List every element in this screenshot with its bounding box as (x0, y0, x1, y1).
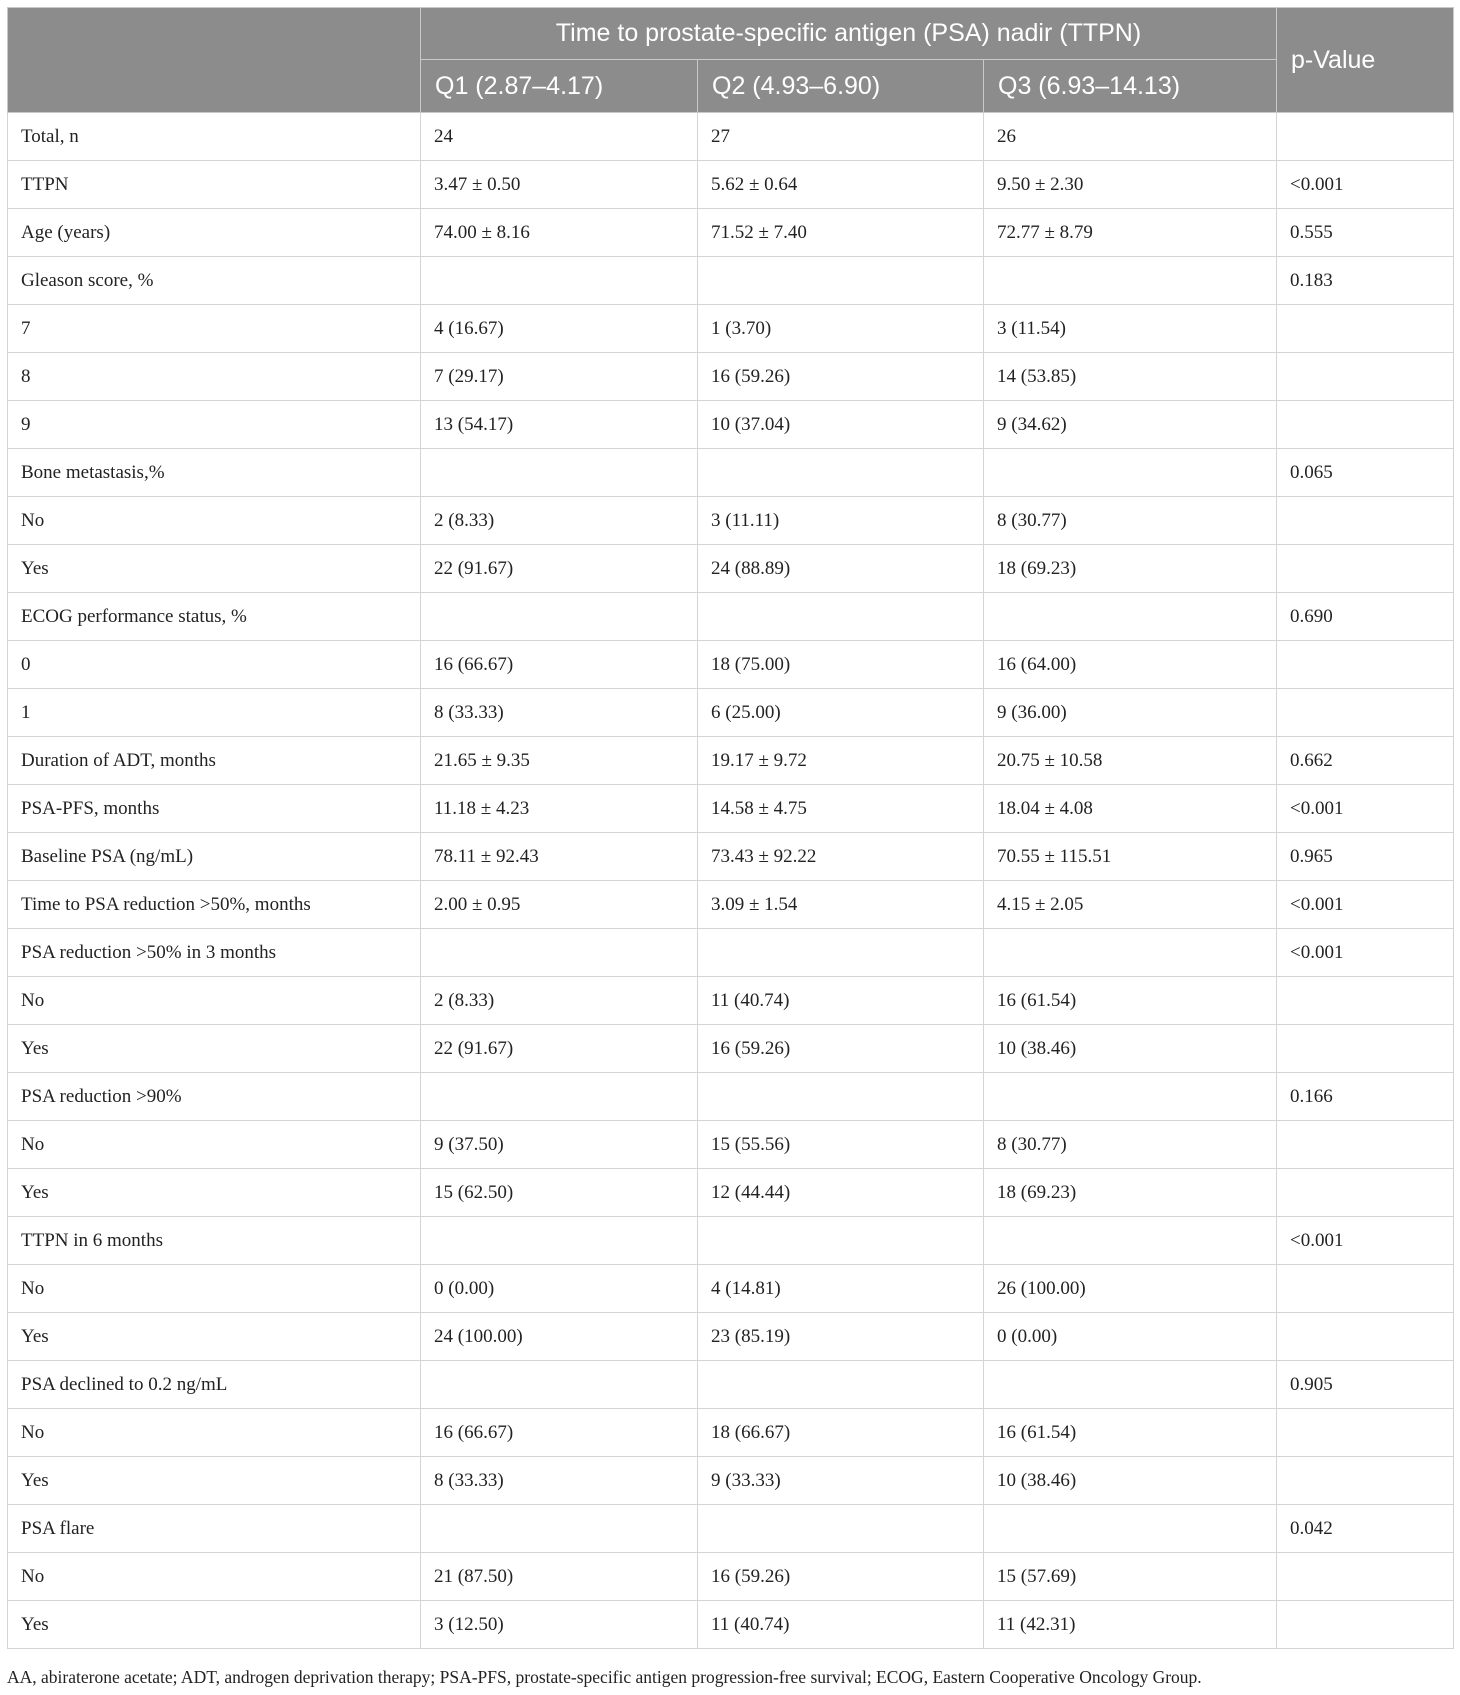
table-row (8, 785, 1454, 833)
row-label: No (8, 1553, 421, 1601)
table-row (8, 1313, 1454, 1361)
p-value: 0.183 (1277, 257, 1454, 305)
table-row (8, 1265, 1454, 1313)
row-label: Yes (8, 1169, 421, 1217)
q2-value: 1 (3.70) (698, 305, 984, 353)
q1-value (421, 449, 698, 497)
q3-value: 16 (61.54) (984, 1409, 1277, 1457)
header-blank-cell (8, 8, 421, 113)
q2-value: 14.58 ± 4.75 (698, 785, 984, 833)
q1-value: 24 (421, 113, 698, 161)
p-value: <0.001 (1277, 161, 1454, 209)
row-label: PSA reduction >50% in 3 months (8, 929, 421, 977)
table-row (8, 881, 1454, 929)
q2-value: 18 (75.00) (698, 641, 984, 689)
p-value: 0.965 (1277, 833, 1454, 881)
q3-value: 11 (42.31) (984, 1601, 1277, 1649)
row-label: 8 (8, 353, 421, 401)
table-row (8, 1217, 1454, 1265)
q2-value (698, 257, 984, 305)
q2-value: 18 (66.67) (698, 1409, 984, 1457)
p-value: 0.690 (1277, 593, 1454, 641)
q2-value: 6 (25.00) (698, 689, 984, 737)
row-label: No (8, 497, 421, 545)
q3-value (984, 257, 1277, 305)
q1-value (421, 1505, 698, 1553)
q2-value: 5.62 ± 0.64 (698, 161, 984, 209)
table-row (8, 1409, 1454, 1457)
q2-value: 23 (85.19) (698, 1313, 984, 1361)
q3-value: 20.75 ± 10.58 (984, 737, 1277, 785)
q3-value: 72.77 ± 8.79 (984, 209, 1277, 257)
table-footnote: AA, abiraterone acetate; ADT, androgen deprivation therapy; PSA-PFS, prostate-specific antigen progression-free survival; ECOG, Eastern Cooperative Oncology Group. (7, 1667, 1202, 1687)
table-row (8, 449, 1454, 497)
table-body (8, 113, 1454, 1649)
q2-value: 9 (33.33) (698, 1457, 984, 1505)
q3-value: 4.15 ± 2.05 (984, 881, 1277, 929)
q3-value (984, 1217, 1277, 1265)
row-label: Yes (8, 1457, 421, 1505)
row-label: Yes (8, 1025, 421, 1073)
ttpn-quartile-table (7, 7, 1454, 1649)
q2-value (698, 1361, 984, 1409)
row-label: PSA declined to 0.2 ng/mL (8, 1361, 421, 1409)
row-label: No (8, 977, 421, 1025)
q1-value (421, 593, 698, 641)
q1-value: 2.00 ± 0.95 (421, 881, 698, 929)
p-value: 0.166 (1277, 1073, 1454, 1121)
q1-value: 21.65 ± 9.35 (421, 737, 698, 785)
q2-value (698, 1217, 984, 1265)
q3-value: 18 (69.23) (984, 545, 1277, 593)
q3-value: 9.50 ± 2.30 (984, 161, 1277, 209)
table-row (8, 1505, 1454, 1553)
p-value: 0.042 (1277, 1505, 1454, 1553)
p-value (1277, 353, 1454, 401)
row-label: 0 (8, 641, 421, 689)
header-q2: Q2 (4.93–6.90) (698, 60, 984, 113)
p-value (1277, 1457, 1454, 1505)
q2-value: 19.17 ± 9.72 (698, 737, 984, 785)
q1-value: 11.18 ± 4.23 (421, 785, 698, 833)
p-value (1277, 497, 1454, 545)
q3-value (984, 593, 1277, 641)
p-value (1277, 401, 1454, 449)
q3-value: 9 (34.62) (984, 401, 1277, 449)
q1-value: 21 (87.50) (421, 1553, 698, 1601)
q1-value: 13 (54.17) (421, 401, 698, 449)
q1-value: 24 (100.00) (421, 1313, 698, 1361)
q2-value: 4 (14.81) (698, 1265, 984, 1313)
table-row (8, 1553, 1454, 1601)
results-table-container (7, 7, 1453, 1649)
row-label: No (8, 1121, 421, 1169)
row-label: 7 (8, 305, 421, 353)
q1-value (421, 929, 698, 977)
q1-value: 8 (33.33) (421, 1457, 698, 1505)
row-label: No (8, 1265, 421, 1313)
q3-value: 9 (36.00) (984, 689, 1277, 737)
q3-value: 16 (61.54) (984, 977, 1277, 1025)
q2-value: 73.43 ± 92.22 (698, 833, 984, 881)
q1-value: 4 (16.67) (421, 305, 698, 353)
table-row (8, 737, 1454, 785)
q3-value: 8 (30.77) (984, 497, 1277, 545)
p-value (1277, 1409, 1454, 1457)
row-label: TTPN in 6 months (8, 1217, 421, 1265)
q3-value: 14 (53.85) (984, 353, 1277, 401)
q3-value: 18 (69.23) (984, 1169, 1277, 1217)
row-label: ECOG performance status, % (8, 593, 421, 641)
p-value: <0.001 (1277, 881, 1454, 929)
table-row (8, 1121, 1454, 1169)
q2-value (698, 929, 984, 977)
row-label: Time to PSA reduction >50%, months (8, 881, 421, 929)
p-value (1277, 1265, 1454, 1313)
row-label: Yes (8, 1601, 421, 1649)
p-value (1277, 545, 1454, 593)
p-value (1277, 305, 1454, 353)
row-label: PSA flare (8, 1505, 421, 1553)
p-value: 0.905 (1277, 1361, 1454, 1409)
table-row (8, 401, 1454, 449)
p-value (1277, 1601, 1454, 1649)
q1-value (421, 1073, 698, 1121)
q1-value: 3.47 ± 0.50 (421, 161, 698, 209)
p-value: 0.555 (1277, 209, 1454, 257)
q2-value: 3.09 ± 1.54 (698, 881, 984, 929)
p-value (1277, 1121, 1454, 1169)
header-row-group (8, 8, 1454, 60)
q3-value: 26 (100.00) (984, 1265, 1277, 1313)
q3-value: 0 (0.00) (984, 1313, 1277, 1361)
q3-value: 8 (30.77) (984, 1121, 1277, 1169)
p-value (1277, 977, 1454, 1025)
table-row (8, 497, 1454, 545)
table-row (8, 161, 1454, 209)
q1-value (421, 257, 698, 305)
p-value (1277, 641, 1454, 689)
row-label: Baseline PSA (ng/mL) (8, 833, 421, 881)
row-label: Total, n (8, 113, 421, 161)
row-label: TTPN (8, 161, 421, 209)
table-row (8, 1073, 1454, 1121)
q1-value: 74.00 ± 8.16 (421, 209, 698, 257)
table-row (8, 641, 1454, 689)
q2-value: 11 (40.74) (698, 1601, 984, 1649)
q1-value (421, 1361, 698, 1409)
q2-value: 3 (11.11) (698, 497, 984, 545)
q3-value (984, 449, 1277, 497)
q3-value: 70.55 ± 115.51 (984, 833, 1277, 881)
q2-value (698, 1505, 984, 1553)
table-row (8, 1601, 1454, 1649)
q1-value: 22 (91.67) (421, 545, 698, 593)
q3-value (984, 929, 1277, 977)
row-label: 1 (8, 689, 421, 737)
row-label: Yes (8, 1313, 421, 1361)
p-value (1277, 689, 1454, 737)
p-value: <0.001 (1277, 1217, 1454, 1265)
p-value (1277, 1313, 1454, 1361)
p-value (1277, 1169, 1454, 1217)
table-row (8, 689, 1454, 737)
p-value (1277, 1025, 1454, 1073)
q1-value: 7 (29.17) (421, 353, 698, 401)
q3-value (984, 1361, 1277, 1409)
table-row (8, 1169, 1454, 1217)
header-pvalue: p-Value (1277, 8, 1454, 113)
q3-value: 10 (38.46) (984, 1025, 1277, 1073)
q2-value: 24 (88.89) (698, 545, 984, 593)
table-row (8, 113, 1454, 161)
q2-value: 16 (59.26) (698, 1553, 984, 1601)
q1-value: 0 (0.00) (421, 1265, 698, 1313)
q2-value: 15 (55.56) (698, 1121, 984, 1169)
row-label: Age (years) (8, 209, 421, 257)
table-header (8, 8, 1454, 113)
q2-value: 27 (698, 113, 984, 161)
p-value: <0.001 (1277, 929, 1454, 977)
q1-value: 2 (8.33) (421, 977, 698, 1025)
row-label: Duration of ADT, months (8, 737, 421, 785)
q2-value (698, 593, 984, 641)
table-row (8, 1361, 1454, 1409)
header-group-title: Time to prostate-specific antigen (PSA) nadir (TTPN) (421, 8, 1277, 60)
q3-value: 10 (38.46) (984, 1457, 1277, 1505)
q2-value: 16 (59.26) (698, 1025, 984, 1073)
table-row (8, 929, 1454, 977)
table-row (8, 1457, 1454, 1505)
q2-value (698, 1073, 984, 1121)
table-row (8, 545, 1454, 593)
q3-value: 15 (57.69) (984, 1553, 1277, 1601)
q1-value: 3 (12.50) (421, 1601, 698, 1649)
q2-value: 16 (59.26) (698, 353, 984, 401)
p-value (1277, 1553, 1454, 1601)
q2-value: 10 (37.04) (698, 401, 984, 449)
p-value (1277, 113, 1454, 161)
q1-value (421, 1217, 698, 1265)
q1-value: 16 (66.67) (421, 641, 698, 689)
q1-value: 22 (91.67) (421, 1025, 698, 1073)
table-row (8, 305, 1454, 353)
table-row (8, 1025, 1454, 1073)
q1-value: 8 (33.33) (421, 689, 698, 737)
q2-value: 11 (40.74) (698, 977, 984, 1025)
q1-value: 9 (37.50) (421, 1121, 698, 1169)
table-row (8, 353, 1454, 401)
q1-value: 16 (66.67) (421, 1409, 698, 1457)
table-row (8, 833, 1454, 881)
q3-value: 16 (64.00) (984, 641, 1277, 689)
header-q1: Q1 (2.87–4.17) (421, 60, 698, 113)
row-label: PSA reduction >90% (8, 1073, 421, 1121)
row-label: Yes (8, 545, 421, 593)
q2-value (698, 449, 984, 497)
table-row (8, 977, 1454, 1025)
row-label: PSA-PFS, months (8, 785, 421, 833)
table-row (8, 209, 1454, 257)
q3-value: 3 (11.54) (984, 305, 1277, 353)
row-label: Gleason score, % (8, 257, 421, 305)
table-row (8, 593, 1454, 641)
table-row (8, 257, 1454, 305)
q2-value: 71.52 ± 7.40 (698, 209, 984, 257)
q1-value: 15 (62.50) (421, 1169, 698, 1217)
q3-value: 18.04 ± 4.08 (984, 785, 1277, 833)
row-label: Bone metastasis,% (8, 449, 421, 497)
q1-value: 78.11 ± 92.43 (421, 833, 698, 881)
header-q3: Q3 (6.93–14.13) (984, 60, 1277, 113)
q2-value: 12 (44.44) (698, 1169, 984, 1217)
p-value: 0.662 (1277, 737, 1454, 785)
q3-value (984, 1073, 1277, 1121)
row-label: 9 (8, 401, 421, 449)
p-value: 0.065 (1277, 449, 1454, 497)
row-label: No (8, 1409, 421, 1457)
q1-value: 2 (8.33) (421, 497, 698, 545)
q3-value (984, 1505, 1277, 1553)
p-value: <0.001 (1277, 785, 1454, 833)
q3-value: 26 (984, 113, 1277, 161)
